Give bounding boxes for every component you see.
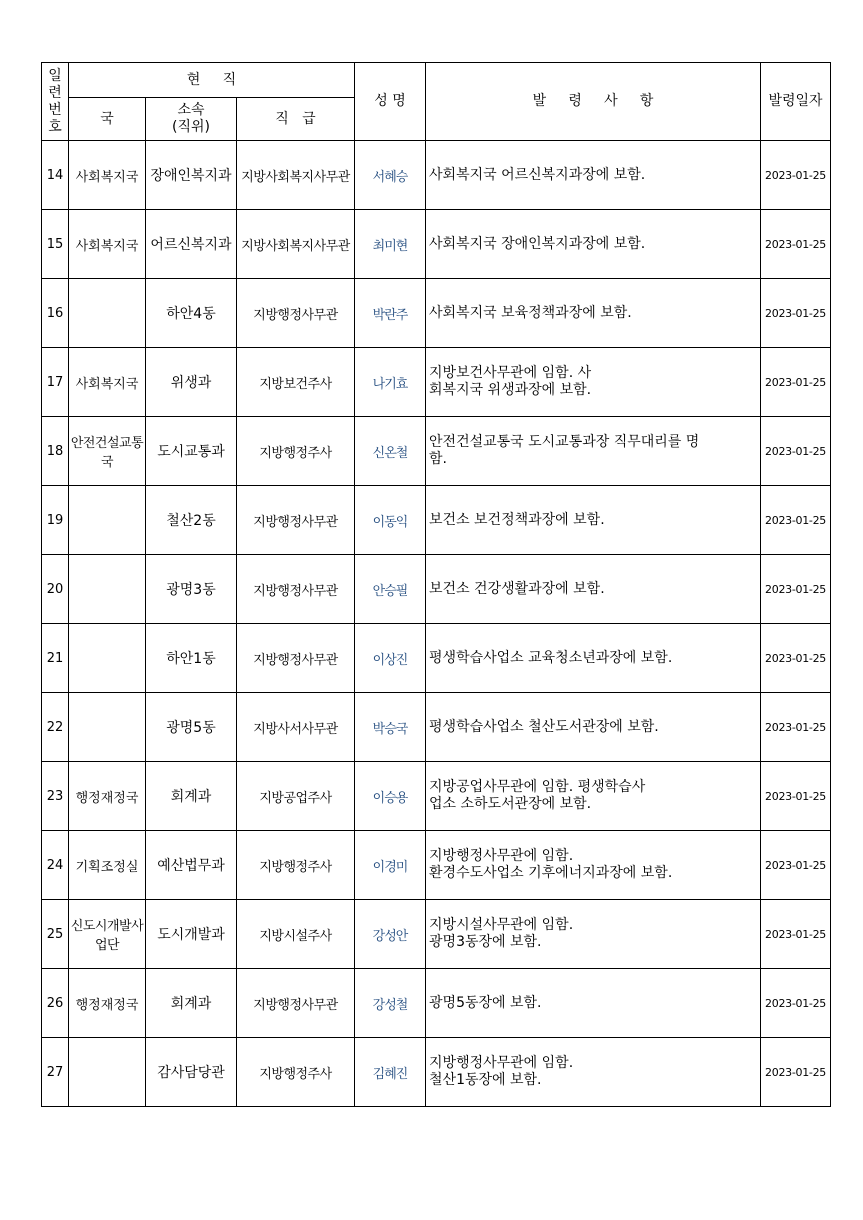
appointment-cell (426, 1038, 761, 1107)
date-cell: 2023-01-25 (761, 831, 831, 900)
action-line: 지방공업사무관에 임함. 평생학습사 (429, 779, 646, 795)
header-bureau: 국 (69, 98, 146, 141)
date-cell: 2023-01-25 (761, 762, 831, 831)
action-line: 회복지국 위생과장에 보함. (429, 382, 592, 398)
date-cell: 2023-01-25 (761, 1038, 831, 1107)
action-line: 광명5동장에 보함. (429, 994, 542, 1011)
action-line: 광명3동장에 보함. (429, 934, 542, 950)
appointment-cell (426, 555, 761, 624)
grade-cell: 지방행정사무관 (237, 624, 355, 693)
grade-cell: 지방행정주사 (237, 831, 355, 900)
person-name: 강성안 (355, 900, 426, 969)
serial-cell: 15 (42, 210, 69, 279)
appointment-cell (426, 486, 761, 555)
appointment-cell (426, 279, 761, 348)
header-date: 발령일자 (761, 63, 831, 141)
action-line: 지방행정사무관에 임함. (429, 848, 574, 864)
person-name: 안승필 (355, 555, 426, 624)
action-line: 평생학습사업소 철산도서관장에 보함. (429, 718, 659, 735)
table-row (42, 555, 831, 624)
bureau-cell: 사회복지국 (69, 348, 146, 417)
table-row (42, 624, 831, 693)
unit-cell: 하안4동 (146, 279, 237, 348)
appointment-cell (426, 417, 761, 486)
serial-cell: 14 (42, 141, 69, 210)
date-cell: 2023-01-25 (761, 417, 831, 486)
serial-cell: 22 (42, 693, 69, 762)
table-row (42, 417, 831, 486)
unit-cell: 하안1동 (146, 624, 237, 693)
bureau-cell (69, 624, 146, 693)
table-row (42, 210, 831, 279)
appointment-cell (426, 210, 761, 279)
table-row (42, 348, 831, 417)
action-line: 사회복지국 어르신복지과장에 보함. (429, 166, 646, 183)
appointment-cell (426, 969, 761, 1038)
serial-cell: 18 (42, 417, 69, 486)
person-name: 신온철 (355, 417, 426, 486)
unit-cell: 어르신복지과 (146, 210, 237, 279)
bureau-cell (69, 555, 146, 624)
date-cell: 2023-01-25 (761, 624, 831, 693)
bureau-cell (69, 486, 146, 555)
person-name: 이동익 (355, 486, 426, 555)
date-cell: 2023-01-25 (761, 969, 831, 1038)
grade-cell: 지방행정주사 (237, 417, 355, 486)
appointment-cell (426, 900, 761, 969)
grade-cell: 지방행정사무관 (237, 486, 355, 555)
bureau-cell: 사회복지국 (69, 210, 146, 279)
action-line: 사회복지국 장애인복지과장에 보함. (429, 235, 646, 252)
serial-cell: 25 (42, 900, 69, 969)
date-cell: 2023-01-25 (761, 141, 831, 210)
table-row (42, 969, 831, 1038)
table-row (42, 279, 831, 348)
unit-cell: 광명3동 (146, 555, 237, 624)
person-name: 이승용 (355, 762, 426, 831)
action-line: 사회복지국 보육정책과장에 보함. (429, 304, 632, 321)
serial-cell: 23 (42, 762, 69, 831)
date-cell: 2023-01-25 (761, 348, 831, 417)
unit-cell: 예산법무과 (146, 831, 237, 900)
table-row (42, 762, 831, 831)
action-line: 지방시설사무관에 임함. (429, 917, 574, 933)
appointment-cell (426, 762, 761, 831)
table-row (42, 900, 831, 969)
action-line: 보건소 보건정책과장에 보함. (429, 511, 605, 528)
bureau-cell: 안전건설교통국 (69, 417, 146, 486)
grade-cell: 지방사회복지사무관 (237, 210, 355, 279)
unit-cell: 위생과 (146, 348, 237, 417)
table-row (42, 831, 831, 900)
table-row (42, 141, 831, 210)
date-cell: 2023-01-25 (761, 693, 831, 762)
person-name: 박승국 (355, 693, 426, 762)
unit-cell: 회계과 (146, 762, 237, 831)
serial-cell: 17 (42, 348, 69, 417)
grade-cell: 지방시설주사 (237, 900, 355, 969)
table-body (42, 141, 831, 1107)
person-name: 나기효 (355, 348, 426, 417)
action-line: 업소 소하도서관장에 보함. (429, 796, 592, 812)
action-line: 함. (429, 451, 447, 467)
person-name: 최미현 (355, 210, 426, 279)
grade-cell: 지방사회복지사무관 (237, 141, 355, 210)
unit-cell: 회계과 (146, 969, 237, 1038)
serial-cell: 21 (42, 624, 69, 693)
date-cell: 2023-01-25 (761, 900, 831, 969)
grade-cell: 지방공업주사 (237, 762, 355, 831)
person-name: 이상진 (355, 624, 426, 693)
header-name: 성 명 (355, 63, 426, 141)
person-name: 박란주 (355, 279, 426, 348)
bureau-cell: 행정재정국 (69, 762, 146, 831)
date-cell: 2023-01-25 (761, 555, 831, 624)
person-name: 서혜승 (355, 141, 426, 210)
grade-cell: 지방행정사무관 (237, 279, 355, 348)
date-cell: 2023-01-25 (761, 486, 831, 555)
action-line: 보건소 건강생활과장에 보함. (429, 580, 605, 597)
person-name: 강성철 (355, 969, 426, 1038)
action-line: 철산1동장에 보함. (429, 1072, 542, 1088)
person-name: 이경미 (355, 831, 426, 900)
unit-cell: 감사담당관 (146, 1038, 237, 1107)
header-grade: 직 급 (237, 98, 355, 141)
serial-cell: 26 (42, 969, 69, 1038)
bureau-cell: 신도시개발사업단 (69, 900, 146, 969)
table-row (42, 486, 831, 555)
action-line: 지방보건사무관에 임함. 사 (429, 365, 592, 381)
grade-cell: 지방행정주사 (237, 1038, 355, 1107)
unit-cell: 장애인복지과 (146, 141, 237, 210)
date-cell: 2023-01-25 (761, 210, 831, 279)
serial-cell: 24 (42, 831, 69, 900)
header-appointment: 발 령 사 항 (426, 63, 761, 141)
appointment-cell (426, 624, 761, 693)
grade-cell: 지방행정사무관 (237, 969, 355, 1038)
action-line: 안전건설교통국 도시교통과장 직무대리를 명 (429, 434, 700, 450)
header-unit: 소속 (직위) (146, 98, 237, 141)
bureau-cell: 행정재정국 (69, 969, 146, 1038)
serial-cell: 19 (42, 486, 69, 555)
appointment-table (41, 62, 831, 1107)
unit-cell: 철산2동 (146, 486, 237, 555)
bureau-cell (69, 693, 146, 762)
serial-cell: 16 (42, 279, 69, 348)
appointment-cell (426, 831, 761, 900)
grade-cell: 지방행정사무관 (237, 555, 355, 624)
person-name: 김혜진 (355, 1038, 426, 1107)
unit-cell: 도시교통과 (146, 417, 237, 486)
bureau-cell (69, 1038, 146, 1107)
table-row (42, 693, 831, 762)
appointment-cell (426, 141, 761, 210)
serial-cell: 27 (42, 1038, 69, 1107)
grade-cell: 지방보건주사 (237, 348, 355, 417)
bureau-cell: 사회복지국 (69, 141, 146, 210)
grade-cell: 지방사서사무관 (237, 693, 355, 762)
date-cell: 2023-01-25 (761, 279, 831, 348)
action-line: 환경수도사업소 기후에너지과장에 보함. (429, 865, 673, 881)
unit-cell: 도시개발과 (146, 900, 237, 969)
unit-cell: 광명5동 (146, 693, 237, 762)
bureau-cell (69, 279, 146, 348)
action-line: 지방행정사무관에 임함. (429, 1055, 574, 1071)
header-serial: 일 련 번 호 (42, 63, 69, 141)
appointment-cell (426, 693, 761, 762)
bureau-cell: 기획조정실 (69, 831, 146, 900)
appointment-cell (426, 348, 761, 417)
header-current-position: 현 직 (69, 63, 355, 98)
table-row (42, 1038, 831, 1107)
serial-cell: 20 (42, 555, 69, 624)
action-line: 평생학습사업소 교육청소년과장에 보함. (429, 649, 673, 666)
